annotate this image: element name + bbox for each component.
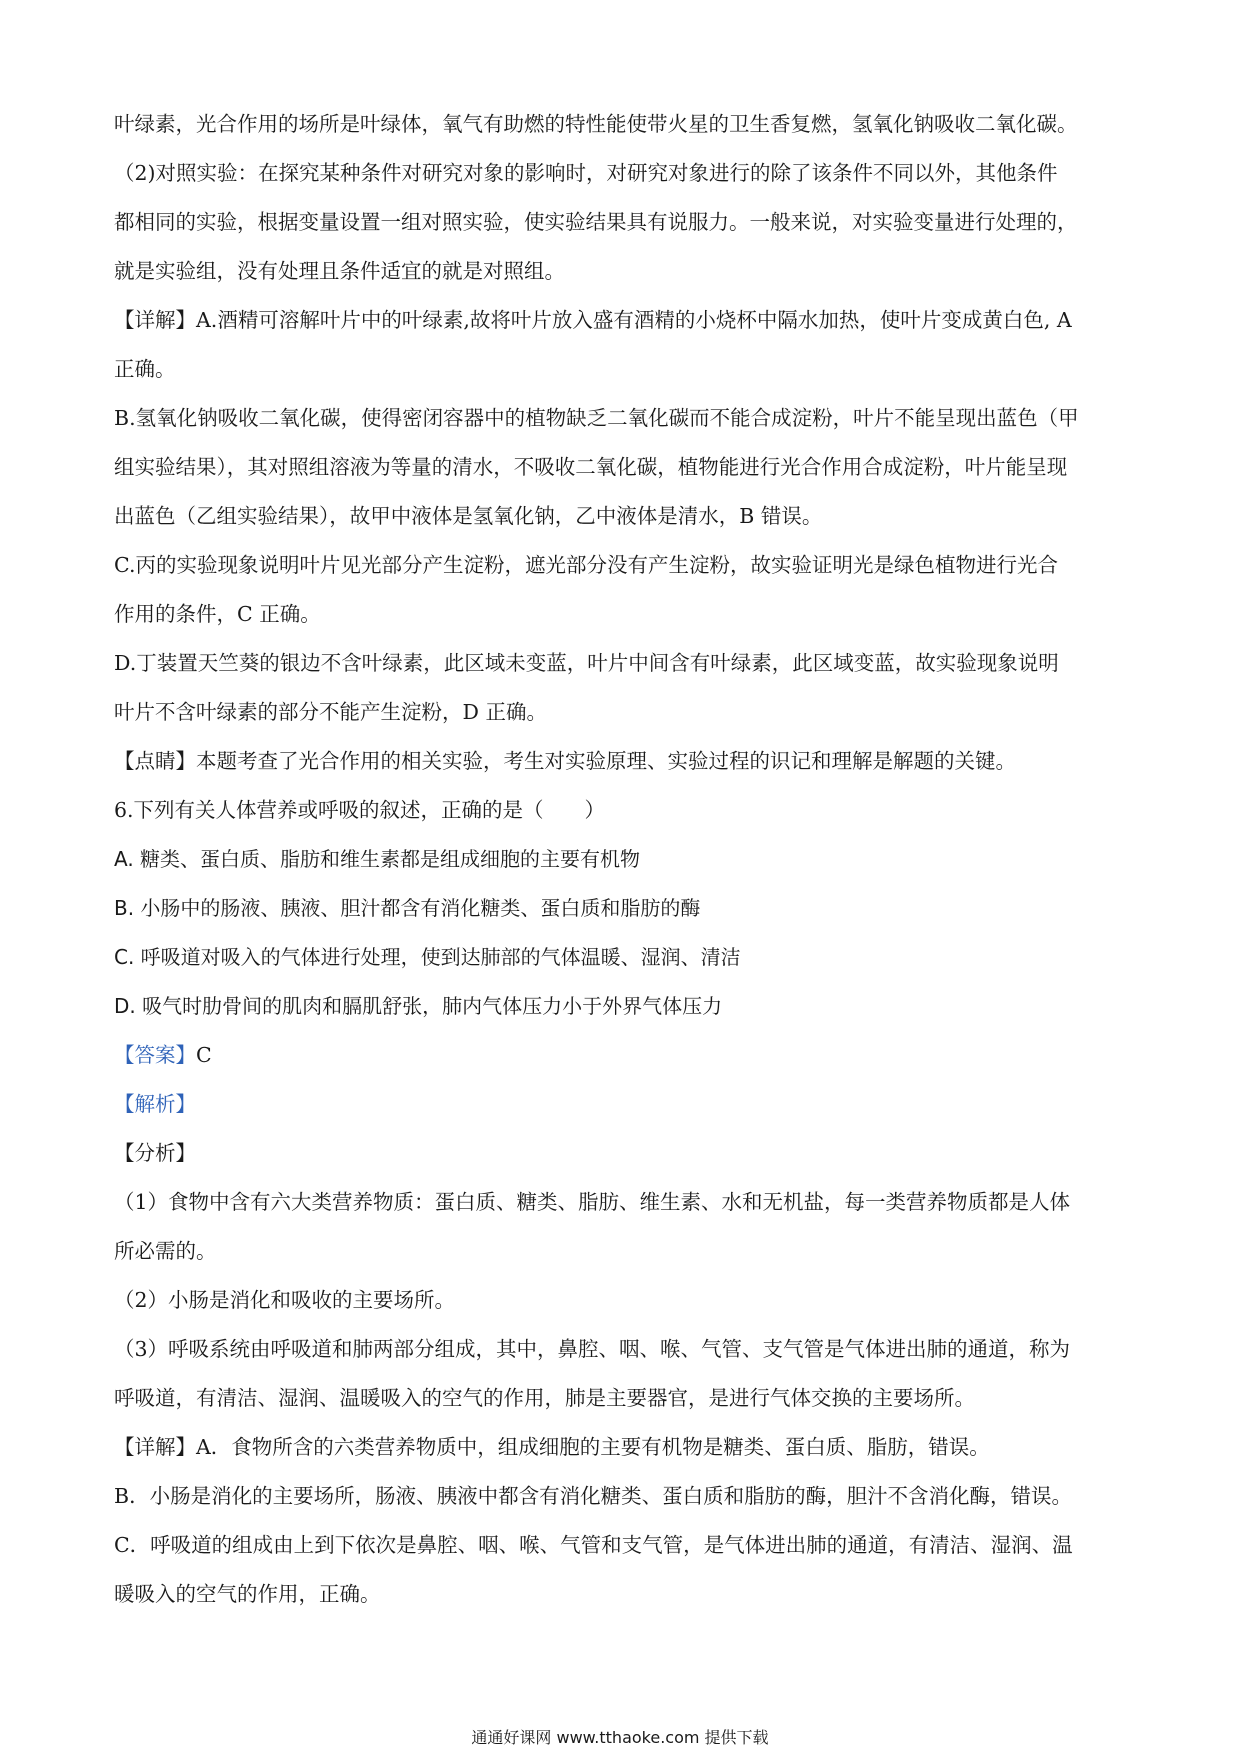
text-line: 作用的条件，C 正确。 [114, 602, 321, 626]
text-line: 叶片不含叶绿素的部分不能产生淀粉，D 正确。 [114, 700, 547, 724]
option-a: A. 糖类、蛋白质、脂肪和维生素都是组成细胞的主要有机物 [114, 847, 641, 871]
text-line: 所必需的。 [114, 1239, 217, 1263]
text-line: （2）小肠是消化和吸收的主要场所。 [114, 1288, 456, 1312]
note-line: 【点睛】本题考查了光合作用的相关实验，考生对实验原理、实验过程的识记和理解是解题的关键。 [114, 749, 1016, 773]
option-d: D. 吸气时肋骨间的肌肉和膈肌舒张，肺内气体压力小于外界气体压力 [114, 994, 723, 1018]
analysis-heading: 【分析】 [114, 1141, 196, 1165]
option-b: B. 小肠中的肠液、胰液、胆汁都含有消化糖类、蛋白质和脂肪的酶 [114, 896, 701, 920]
document-body [114, 100, 1129, 1619]
page-footer: 通通好课网 www.tthaoke.com 提供下载 [471, 1728, 769, 1747]
text-line: 出蓝色（乙组实验结果），故甲中液体是氢氧化钠，乙中液体是清水，B 错误。 [114, 504, 823, 528]
text-line: 呼吸道，有清洁、湿润、温暖吸入的空气的作用，肺是主要器官，是进行气体交换的主要场所。 [114, 1386, 975, 1410]
text-line: 都相同的实验，根据变量设置一组对照实验，使实验结果具有说服力。一般来说，对实验变量进行处理的， [114, 210, 1078, 234]
text-line: （1）食物中含有六大类营养物质：蛋白质、糖类、脂肪、维生素、水和无机盐，每一类营养物质都是人体 [114, 1190, 1071, 1214]
detail-line: 【详解】A．食物所含的六类营养物质中，组成细胞的主要有机物是糖类、蛋白质、脂肪，错误。 [114, 1435, 990, 1459]
text-line: 组实验结果），其对照组溶液为等量的清水，不吸收二氧化碳，植物能进行光合作用合成淀粉，叶片能呈现 [114, 455, 1068, 479]
answer-value: C [196, 1043, 212, 1067]
text-line: （3）呼吸系统由呼吸道和肺两部分组成，其中，鼻腔、咽、喉、气管、支气管是气体进出肺的通道，称为 [114, 1337, 1071, 1361]
text-line: 叶绿素，光合作用的场所是叶绿体，氧气有助燃的特性能使带火星的卫生香复燃，氢氧化钠吸收二氧化碳。 [114, 112, 1078, 136]
question-stem: 6.下列有关人体营养或呼吸的叙述，正确的是（ ） [114, 798, 606, 822]
text-line: 正确。 [114, 357, 176, 381]
text-line: B.氢氧化钠吸收二氧化碳，使得密闭容器中的植物缺乏二氧化碳而不能合成淀粉，叶片不能呈现出蓝色（甲 [114, 406, 1079, 430]
text-line: D.丁装置天竺葵的银边不含叶绿素，此区域未变蓝，叶片中间含有叶绿素，此区域变蓝，故实验现象说明 [114, 651, 1059, 675]
analysis-label: 【解析】 [114, 1092, 196, 1116]
text-line: C.丙的实验现象说明叶片见光部分产生淀粉，遮光部分没有产生淀粉，故实验证明光是绿色植物进行光合 [114, 553, 1058, 577]
detail-line: B．小肠是消化的主要场所，肠液、胰液中都含有消化糖类、蛋白质和脂肪的酶，胆汁不含消化酶，错误。 [114, 1484, 1073, 1508]
detail-line: C．呼吸道的组成由上到下依次是鼻腔、咽、喉、气管和支气管，是气体进出肺的通道，有清洁、湿润、温 [114, 1533, 1073, 1557]
answer-line [114, 1031, 1129, 1080]
text-line: 【详解】A.酒精可溶解叶片中的叶绿素,故将叶片放入盛有酒精的小烧杯中隔水加热，使叶片变成黄白色, A [114, 308, 1072, 332]
detail-line: 暖吸入的空气的作用，正确。 [114, 1582, 381, 1606]
text-line: 就是实验组，没有处理且条件适宜的就是对照组。 [114, 259, 565, 283]
option-c: C. 呼吸道对吸入的气体进行处理，使到达肺部的气体温暖、湿润、清洁 [114, 945, 741, 969]
text-line: （2)对照实验：在探究某种条件对研究对象的影响时，对研究对象进行的除了该条件不同以外，其他条件 [114, 161, 1058, 185]
answer-label: 【答案】 [114, 1043, 196, 1067]
